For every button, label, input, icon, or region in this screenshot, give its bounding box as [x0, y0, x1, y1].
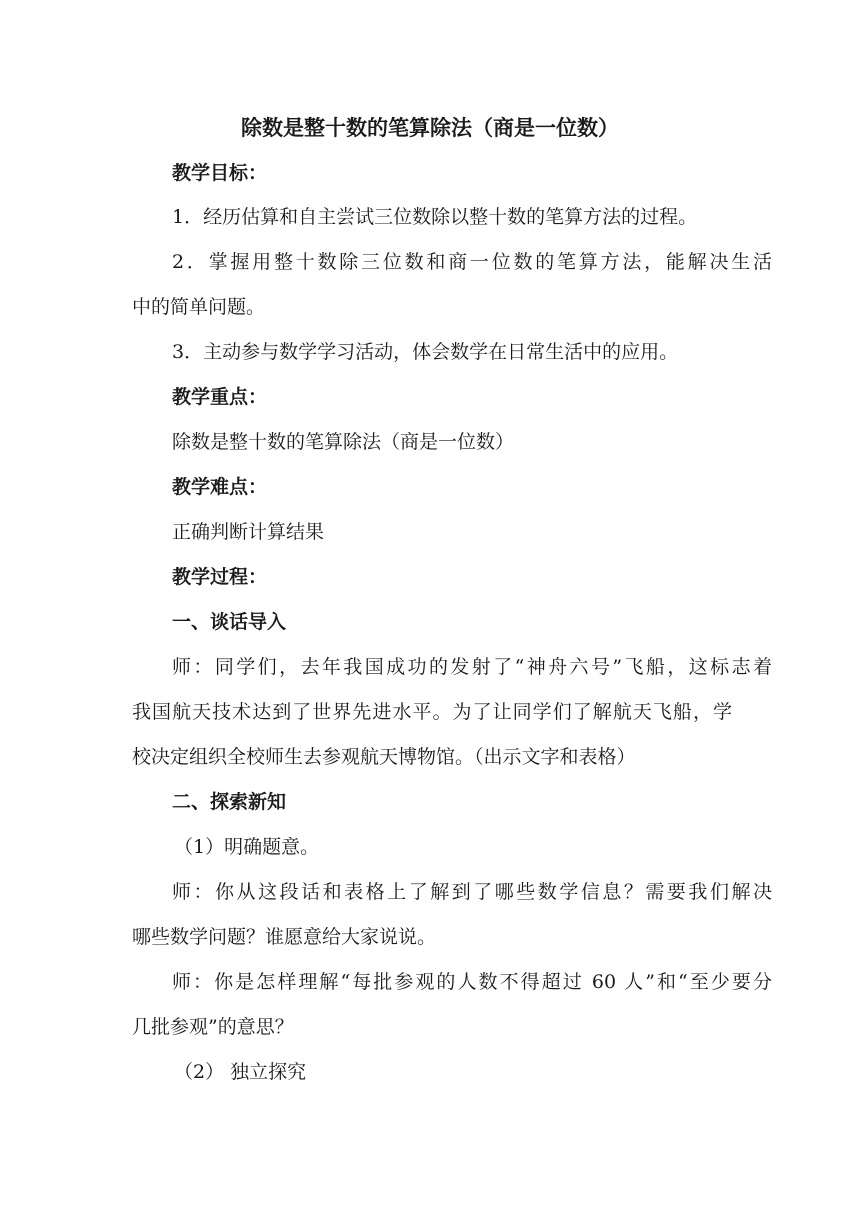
- paragraph-understand-line-2: 几批参观”的意思？: [132, 1016, 294, 1038]
- paragraph-understand-line-1: 师：你是怎样理解“每批参观的人数不得超过 60 人”和“至少要分: [172, 971, 772, 993]
- section-heading-intro: 一、谈话导入: [172, 611, 287, 633]
- goal-item-2-continued: 中的简单问题。: [132, 296, 266, 318]
- goal-item-1: 1．经历估算和自主尝试三位数除以整十数的笔算方法的过程。: [172, 206, 698, 228]
- heading-teaching-goals: 教学目标：: [172, 162, 268, 184]
- goal-item-3: 3．主动参与数学学习活动，体会数学在日常生活中的应用。: [172, 341, 679, 363]
- document-title: 除数是整十数的笔算除法（商是一位数）: [241, 116, 619, 140]
- heading-teaching-process: 教学过程：: [172, 566, 268, 588]
- section-heading-explore: 二、探索新知: [172, 791, 287, 813]
- paragraph-intro-line-3: 校决定组织全校师生去参观航天博物馆。（出示文字和表格）: [132, 746, 636, 768]
- paragraph-question-line-2: 哪些数学问题？谁愿意给大家说说。: [132, 926, 437, 948]
- heading-difficulties: 教学难点：: [172, 476, 268, 498]
- subsection-independent: （2） 独立探究: [174, 1061, 307, 1083]
- paragraph-intro-line-1: 师：同学们，去年我国成功的发射了“神舟六号”飞船，这标志着: [172, 656, 772, 678]
- goal-item-2: 2．掌握用整十数除三位数和商一位数的笔算方法，能解决生活: [172, 251, 772, 273]
- subsection-clarify: （1）明确题意。: [174, 836, 320, 858]
- paragraph-question-line-1: 师：你从这段话和表格上了解到了哪些数学信息？需要我们解决: [172, 881, 772, 903]
- difficulty-text: 正确判断计算结果: [172, 521, 325, 543]
- key-point-text: 除数是整十数的笔算除法（商是一位数）: [172, 431, 515, 453]
- paragraph-intro-line-2: 我国航天技术达到了世界先进水平。为了让同学们了解航天飞船，学: [132, 701, 732, 723]
- heading-key-points: 教学重点：: [172, 386, 268, 408]
